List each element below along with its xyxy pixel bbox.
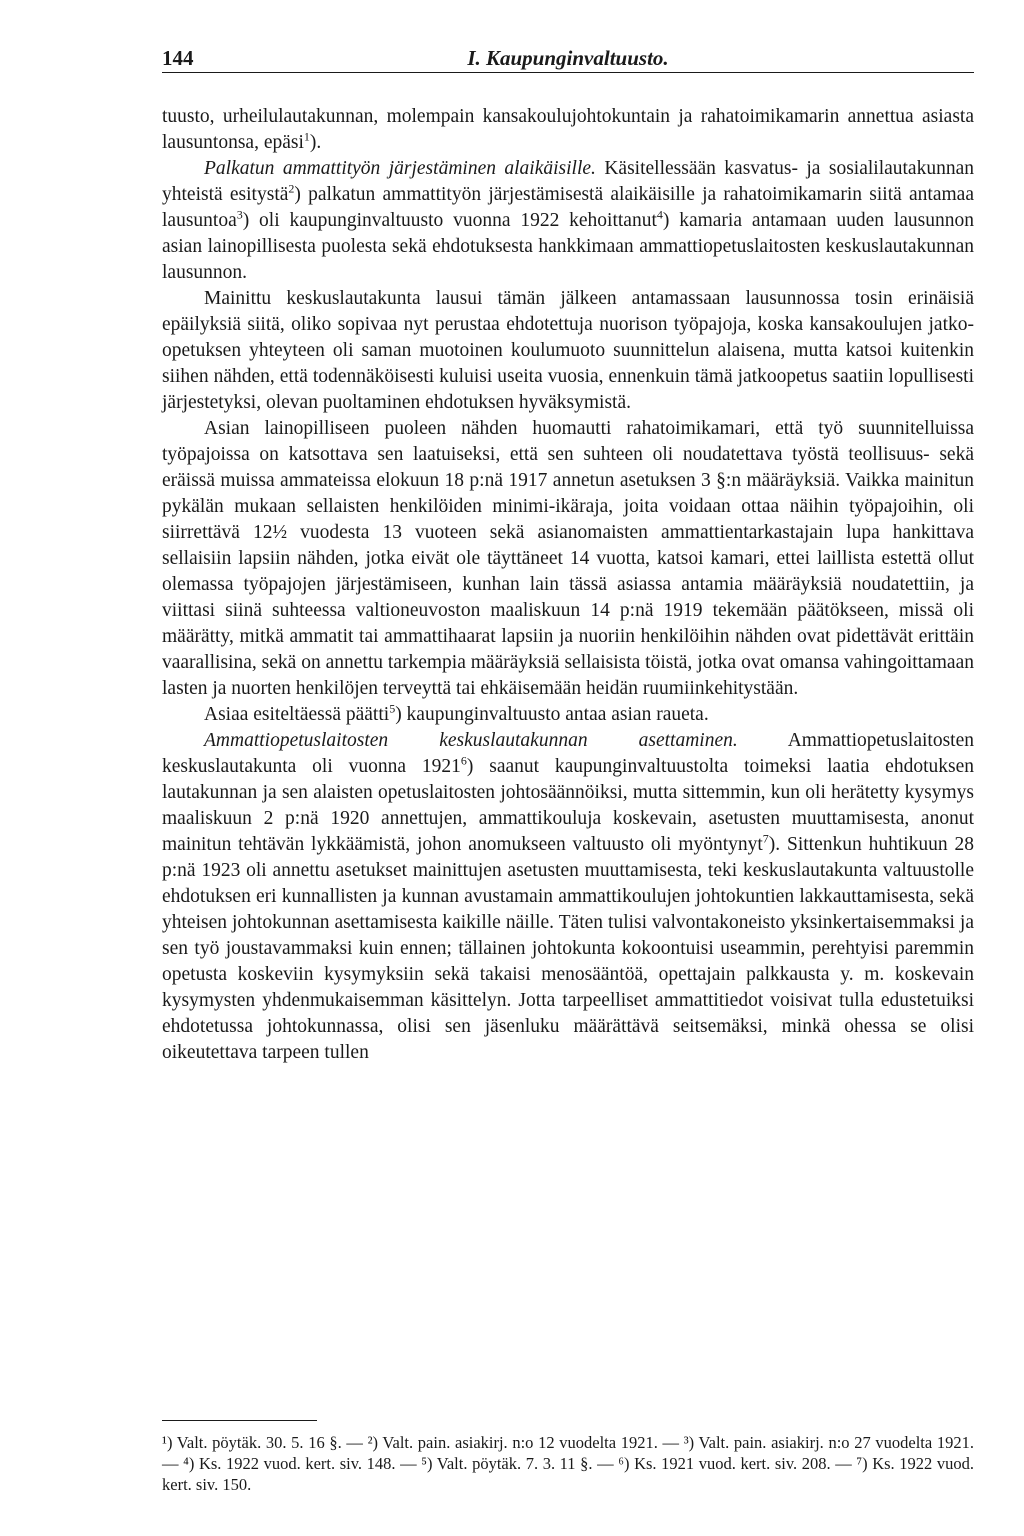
footnote-ref-1: 1 <box>303 129 310 144</box>
footnote-ref-5: 5 <box>389 701 396 716</box>
footnote-ref-6: 6 <box>460 753 467 768</box>
section-heading-ammattiopetus: Ammattiopetuslaitosten keskuslautakunnan asettaminen. <box>204 730 738 751</box>
paragraph-1: tuusto, urheilulautakunnan, molempain kansakoulujohtokuntain ja rahatoimikamarin annettua asiasta lausuntonsa, epäsi$^1$). <box>162 106 974 153</box>
page-number: 144 <box>162 46 194 70</box>
footnotes: ¹) Valt. pöytäk. 30. 5. 16 §. — ²) Valt. pain. asiakirj. n:o 12 vuodelta 1921. — ³) Valt. pain. asiakirj. n:o 27 vuodelta 1921. — ⁴) Ks. 1922 vuod. kert. siv. 148. — ⁵) Valt. pöytäk. 7. 3. 11 §. — ⁶) Ks. 1921 vuod. kert. siv. 208. — ⁷) Ks. 1922 vuod. kert. siv. 150. <box>162 1433 974 1494</box>
footnote-ref-4: 4 <box>656 207 663 222</box>
running-head: I. Kaupunginvaltuusto. <box>467 46 669 70</box>
footnote-divider <box>162 1420 317 1421</box>
footnote-ref-7: 7 <box>762 831 769 846</box>
paragraph-5: Asiaa esiteltäessä päätti$^5$) kaupunginvaltuusto antaa asian raueta. <box>204 701 709 725</box>
footnote-ref-2: 2 <box>288 181 295 196</box>
footnote-ref-3: 3 <box>236 207 243 222</box>
paragraph-2: Palkatun ammattityön järjestäminen alaikäisille. Käsitellessään kasvatus- ja sosialilautakunnan yhteistä esitystä$^2$) palkatun ammattityön järjestämisestä alaikäisille ja rahatoimikamarin siitä antamaa lausuntoa$^3$) oli kaupunginvaltuusto vuonna 1922 kehoittanut$^4$) kamaria antamaan uuden lausunnon asian lainopillisesta puolesta sekä ehdotuksesta hankkimaan ammattiopetuslaitosten keskuslautakunnan lausunnon. <box>162 158 974 283</box>
body-text <box>162 104 974 1066</box>
paragraph-4: Asian lainopilliseen puoleen nähden huomautti rahatoimikamari, että työ suunnitelluissa työpajoissa on katsottava sen laatuiseksi, että sen suhteen oli noudatettava työstä teollisuus- sekä eräissä muissa ammateissa elokuun 18 p:nä 1917 annetun asetuksen 3 §:n määräyksiä. Vaikka mainitun pykälän mukaan sellaisten henkilöiden minimi-ikäraja, joita voidaan ottaa näihin työpajoihin, oli siirrettävä 12½ vuodesta 13 vuoteen sekä asianomaisten ammattientarkastajain lupa hankittava sellaisiin lapsiin nähden, jotka eivät ole täyttäneet 14 vuotta, katsoi kamari, ettei laillista estettä ollut olemassa työpajojen järjestämiseen, kunhan lain tässä asiassa antamia määräyksiä noudatettiin, ja viittasi siinä suhteessa valtioneuvoston maaliskuun 14 p:nä 1919 tekemään päätökseen, missä oli määrätty, mitkä ammatit tai ammattihaarat lapsiin ja nuoriin henkilöihin nähden ovat pidettävät erittäin vaarallisina, sekä on annettu tarkempia määräyksiä sellaisista töistä, jotka ovat omansa vahingoittamaan lasten ja nuorten henkilöjen terveyttä tai ehkäisemään heidän ruumiinkehitystään. <box>162 418 974 699</box>
section-heading-palkatun: Palkatun ammattityön järjestäminen alaikäisille. <box>204 158 596 179</box>
paragraph-6: Ammattiopetuslaitosten keskuslautakunnan asettaminen. Ammattiopetuslaitosten keskuslautakunta oli vuonna 1921$^6$) saanut kaupunginvaltuustolta toimeksi laatia ehdotuksen lautakunnan ja sen alaisten opetuslaitosten johtosäännöiksi, mutta sittemmin, kun oli herätetty kysymys maaliskuun 2 p:nä 1920 annettujen, ammattikouluja koskevain, asetusten muuttamisesta, anonut mainitun tehtävän lykkäämistä, johon anomukseen valtuusto oli myöntynyt$^7$). Sittenkun huhtikuun 28 p:nä 1923 oli annettu asetukset mainittujen asetusten muuttamisesta, teki keskuslautakunta valtuustolle ehdotuksen eri kunnallisten ja kunnan avustamain ammattikoulujen johtokuntien lakkauttamisesta, sekä yhteisen johtokunnan asettamisesta kaikille näille. Täten tulisi valvontakoneisto yksinkertaisemmaksi ja sen työ joustavammaksi kuin ennen; tällainen johtokunta kokoontuisi useammin, perehtyisi paremmin opetusta koskeviin kysymyksiin sekä takaisi menosääntöä, opettajain palkkausta y. m. koskevain kysymysten yhdenmukaisemman käsittelyn. Jotta tarpeelliset ammattitiedot voisivat tulla edustetuiksi ehdotetussa johtokunnassa, olisi sen jäsenluku määrättävä seitsemäksi, minkä ohessa se olisi oikeutettava tarpeen tullen <box>162 730 975 1063</box>
page-header <box>162 46 974 73</box>
paragraph-3: Mainittu keskuslautakunta lausui tämän jälkeen antamassaan lausunnossa tosin erinäisiä epäilyksiä siitä, oliko sopivaa nyt perustaa ehdotettuja nuorison työpajoja, koska kansakoulujen jatko-opetuksen yhteyteen oli saman muotoinen koulumuoto suunnittelun alaisena, mutta katsoi kuitenkin siihen nähden, että todennäköisesti kuluisi useita vuosia, ennenkuin tämä jatkoopetus saatiin lopullisesti järjestetyksi, olevan puoltaminen ehdotuksen hyväksymistä. <box>162 288 974 413</box>
